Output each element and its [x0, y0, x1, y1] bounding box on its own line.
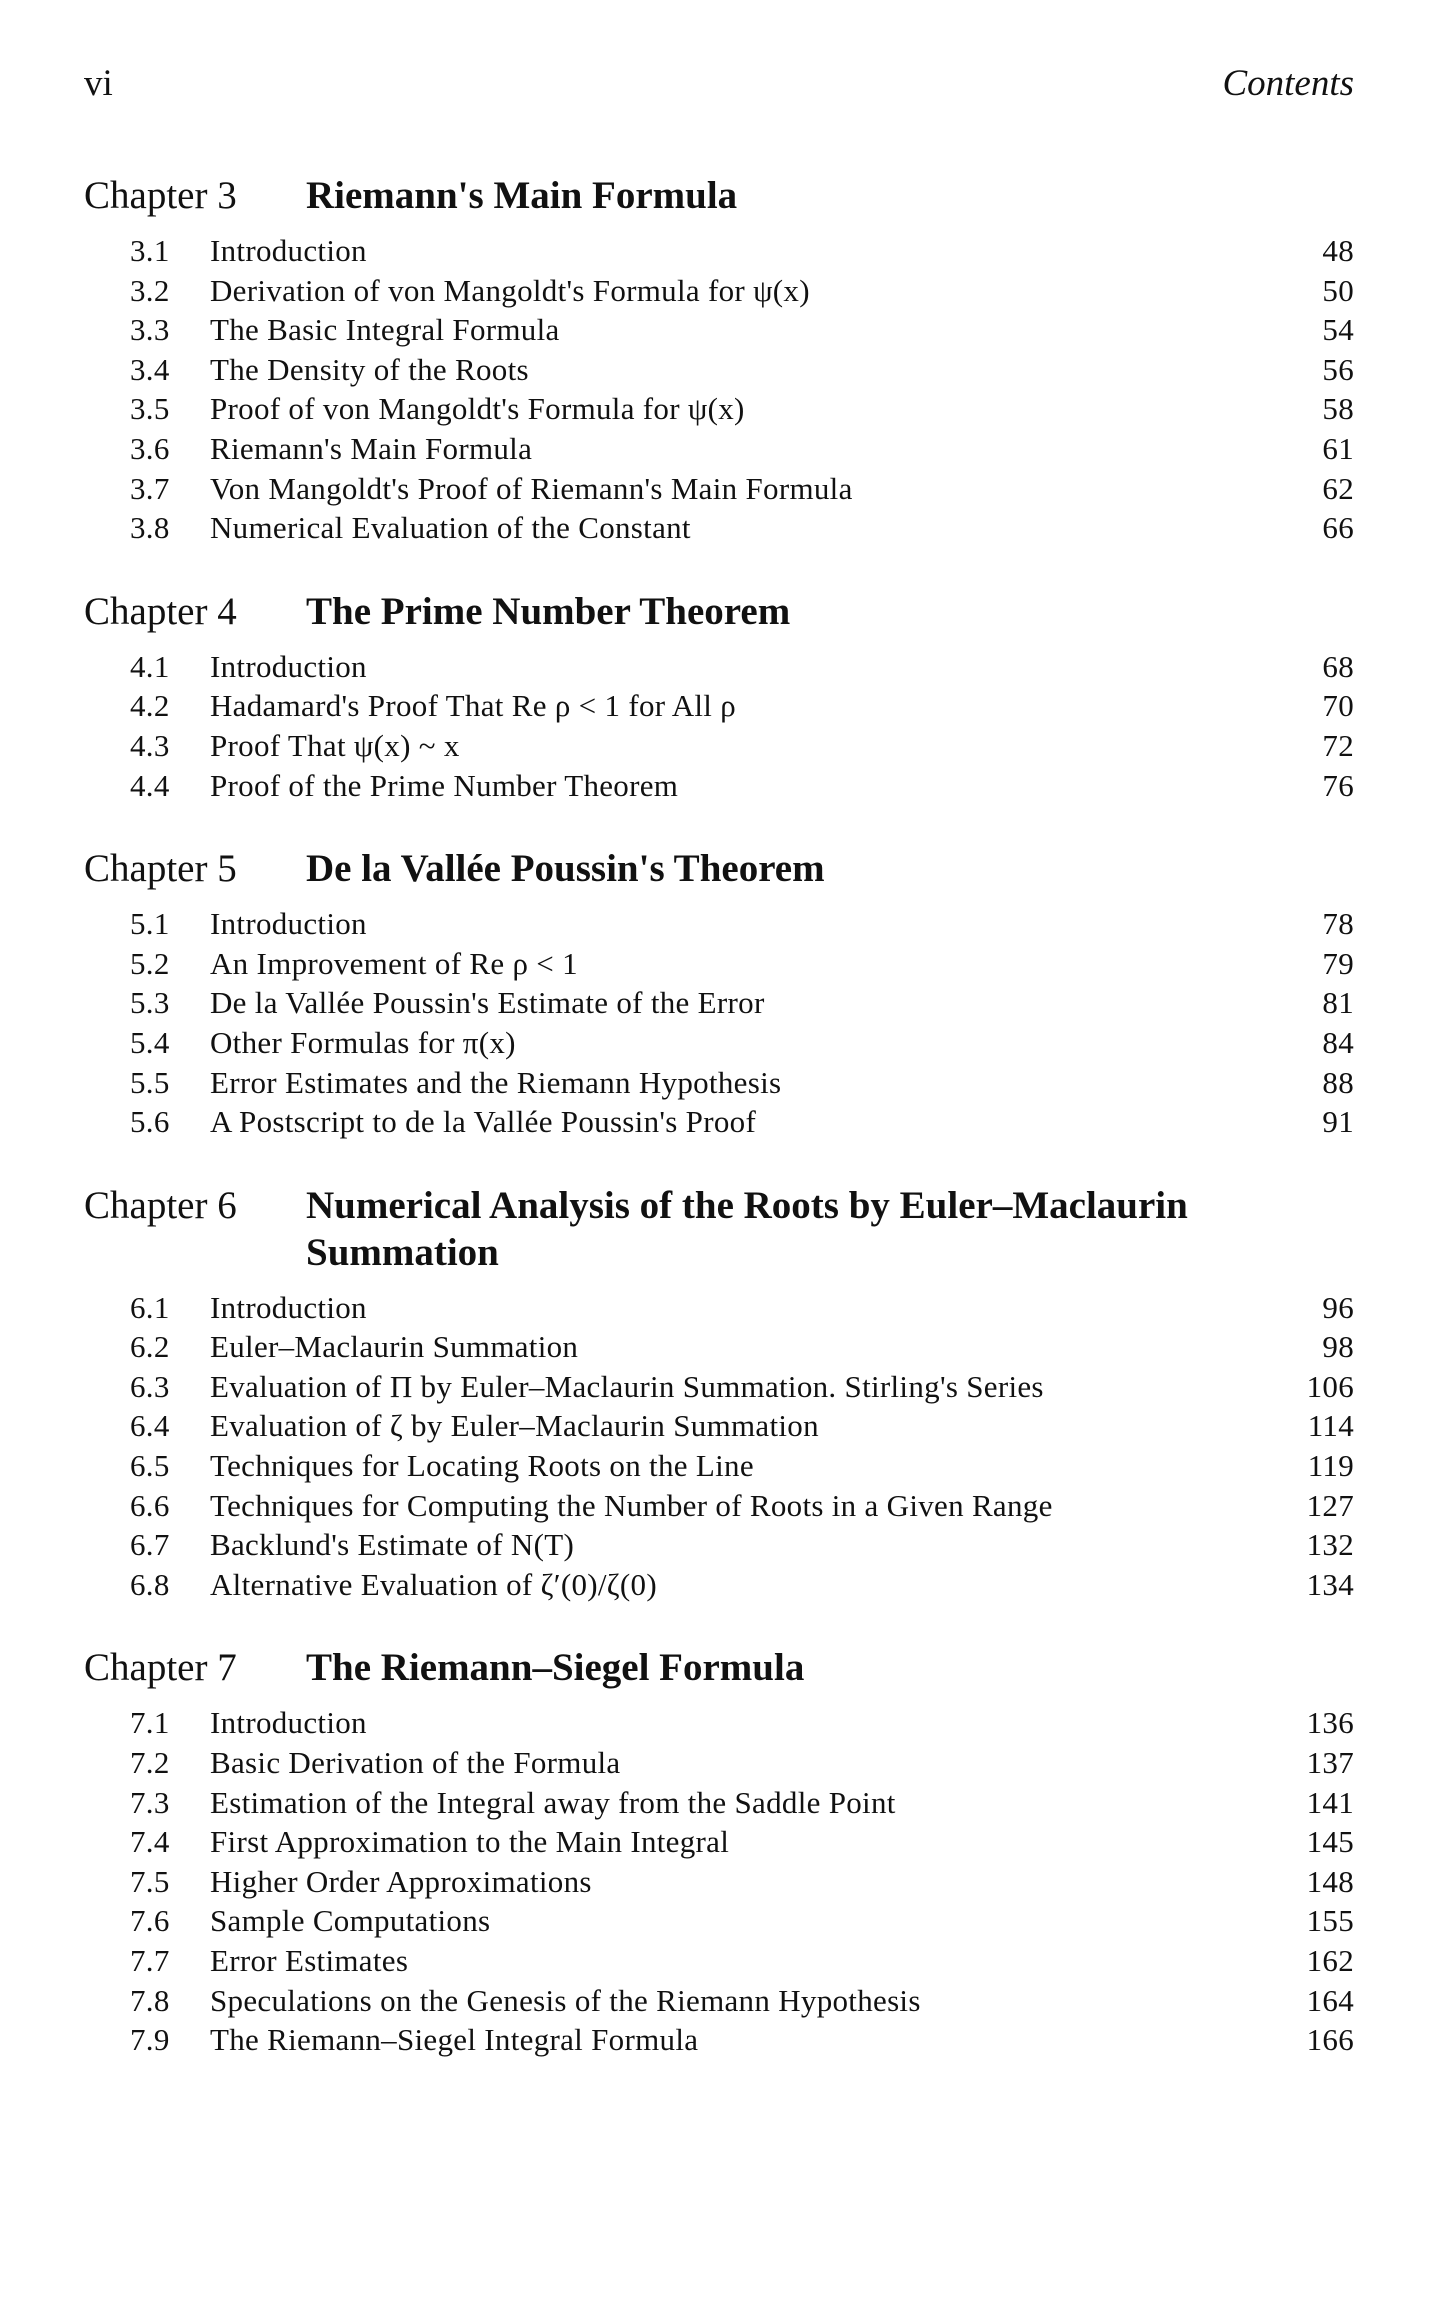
chapter-title: Numerical Analysis of the Roots by Euler–Maclaurin Summation [306, 1183, 1188, 1274]
section-list [84, 1288, 1354, 1605]
section-number: 6.1 [130, 1289, 170, 1325]
chapter-block [84, 845, 1354, 1142]
toc-entry [84, 1525, 1354, 1565]
section-title: Basic Derivation of the Formula [210, 1745, 621, 1781]
section-page: 72 [1322, 727, 1354, 763]
section-number: 6.2 [130, 1329, 170, 1365]
chapter-title: Riemann's Main Formula [306, 174, 738, 217]
section-title: Introduction [210, 906, 367, 942]
chapter-label: Chapter 7 [84, 1646, 237, 1690]
chapter-heading [84, 1644, 1354, 1691]
section-title: Backlund's Estimate of N(T) [210, 1527, 575, 1563]
section-number: 5.1 [130, 906, 170, 942]
section-number: 5.5 [130, 1064, 170, 1100]
toc-entry [84, 1743, 1354, 1783]
section-title: Techniques for Computing the Number of Roots in a Given Range [210, 1487, 1053, 1523]
toc-entry [84, 1941, 1354, 1981]
section-title: Other Formulas for π(x) [210, 1024, 516, 1060]
toc-entry [84, 271, 1354, 311]
section-number: 7.3 [130, 1784, 170, 1820]
section-title: Introduction [210, 233, 367, 268]
section-number: 3.6 [130, 430, 170, 466]
toc-entry [84, 1486, 1354, 1526]
section-page: 54 [1322, 312, 1354, 348]
section-page: 56 [1322, 351, 1354, 387]
chapter-label: Chapter 3 [84, 174, 237, 217]
section-list [84, 647, 1354, 805]
running-head [84, 62, 1354, 112]
toc-entry [84, 1862, 1354, 1902]
section-number: 6.3 [130, 1368, 170, 1404]
section-title: De la Vallée Poussin's Estimate of the Error [210, 985, 765, 1021]
page-number: vi [84, 63, 113, 104]
section-title: Error Estimates [210, 1943, 409, 1978]
section-number: 6.7 [130, 1527, 170, 1563]
section-title: An Improvement of Re ρ < 1 [210, 945, 578, 981]
section-page: 62 [1322, 470, 1354, 506]
chapter-block [84, 1182, 1354, 1605]
toc-entry [84, 350, 1354, 390]
running-title: Contents [1222, 63, 1354, 104]
section-title: Von Mangoldt's Proof of Riemann's Main Formula [210, 470, 853, 506]
toc-entry [84, 944, 1354, 984]
section-title: Numerical Evaluation of the Constant [210, 510, 691, 546]
section-title: Speculations on the Genesis of the Riemann Hypothesis [210, 1982, 921, 2018]
section-page: 145 [1306, 1824, 1354, 1860]
section-number: 3.3 [130, 312, 170, 348]
toc-entry [84, 1822, 1354, 1862]
toc-entry [84, 389, 1354, 429]
section-number: 5.2 [130, 945, 170, 981]
section-page: 155 [1306, 1903, 1354, 1939]
section-title: First Approximation to the Main Integral [210, 1824, 730, 1860]
section-number: 7.6 [130, 1903, 170, 1939]
toc-entry [84, 1406, 1354, 1446]
toc-entry [84, 1565, 1354, 1605]
chapter-label: Chapter 5 [84, 847, 237, 891]
section-page: 61 [1322, 430, 1354, 466]
section-page: 132 [1306, 1527, 1354, 1563]
section-page: 81 [1322, 985, 1354, 1021]
section-number: 7.9 [130, 2022, 170, 2058]
chapter-heading [84, 1182, 1354, 1276]
section-page: 148 [1306, 1863, 1354, 1899]
section-title: Techniques for Locating Roots on the Line [210, 1448, 754, 1484]
section-number: 4.2 [130, 688, 170, 724]
chapter-title: De la Vallée Poussin's Theorem [306, 847, 825, 891]
chapter-heading [84, 588, 1354, 635]
toc-entry [84, 647, 1354, 687]
section-page: 78 [1322, 906, 1354, 942]
toc-entry [84, 686, 1354, 726]
section-number: 7.5 [130, 1863, 170, 1899]
table-of-contents [84, 172, 1354, 2100]
section-number: 3.2 [130, 272, 170, 308]
section-number: 5.3 [130, 985, 170, 1021]
section-title: Introduction [210, 1289, 367, 1325]
chapter-block [84, 1644, 1354, 2059]
toc-entry [84, 310, 1354, 350]
chapter-block [84, 172, 1354, 548]
section-title: Evaluation of ζ by Euler–Maclaurin Summation [210, 1408, 819, 1444]
chapter-heading [84, 845, 1354, 892]
section-number: 3.4 [130, 351, 170, 387]
section-page: 91 [1322, 1104, 1354, 1140]
section-number: 5.6 [130, 1104, 170, 1140]
section-page: 119 [1307, 1448, 1354, 1484]
section-number: 5.4 [130, 1024, 170, 1060]
toc-entry [84, 1981, 1354, 2021]
section-number: 4.3 [130, 727, 170, 763]
toc-entry [84, 904, 1354, 944]
section-page: 96 [1322, 1289, 1354, 1325]
section-title: Evaluation of Π by Euler–Maclaurin Summation. Stirling's Series [210, 1368, 1044, 1404]
section-title: The Riemann–Siegel Integral Formula [210, 2022, 699, 2058]
section-number: 6.8 [130, 1566, 170, 1602]
section-title: Proof That ψ(x) ~ x [210, 727, 460, 763]
section-title: Estimation of the Integral away from the Saddle Point [210, 1784, 896, 1820]
section-title: Proof of von Mangoldt's Formula for ψ(x) [210, 391, 745, 427]
section-page: 88 [1322, 1064, 1354, 1100]
toc-entry [84, 1102, 1354, 1142]
toc-entry [84, 766, 1354, 806]
section-title: The Density of the Roots [210, 351, 529, 387]
toc-entry [84, 2020, 1354, 2060]
section-page: 79 [1322, 945, 1354, 981]
chapter-label: Chapter 6 [84, 1183, 237, 1227]
section-title: Riemann's Main Formula [210, 430, 533, 466]
toc-entry [84, 1901, 1354, 1941]
chapter-title: The Riemann–Siegel Formula [306, 1646, 805, 1690]
section-page: 76 [1322, 767, 1354, 803]
section-page: 164 [1306, 1982, 1354, 2018]
section-list [84, 1703, 1354, 2059]
toc-entry [84, 429, 1354, 469]
toc-entry [84, 1446, 1354, 1486]
section-number: 7.4 [130, 1824, 170, 1860]
section-title: Sample Computations [210, 1903, 491, 1939]
section-title: Introduction [210, 648, 367, 684]
section-number: 7.2 [130, 1745, 170, 1781]
section-page: 84 [1322, 1024, 1354, 1060]
section-page: 50 [1322, 272, 1354, 308]
section-number: 6.5 [130, 1448, 170, 1484]
toc-entry [84, 1327, 1354, 1367]
section-number: 3.8 [130, 510, 170, 546]
section-number: 7.8 [130, 1982, 170, 2018]
toc-entry [84, 231, 1354, 271]
section-page: 127 [1306, 1487, 1354, 1523]
section-page: 48 [1322, 233, 1354, 268]
section-page: 70 [1322, 688, 1354, 724]
section-title: Hadamard's Proof That Re ρ < 1 for All ρ [210, 688, 737, 724]
section-number: 3.1 [130, 233, 170, 268]
section-page: 68 [1322, 648, 1354, 684]
toc-entry [84, 1023, 1354, 1063]
toc-entry [84, 1703, 1354, 1743]
section-page: 141 [1306, 1784, 1354, 1820]
section-number: 3.7 [130, 470, 170, 506]
section-number: 4.4 [130, 767, 170, 803]
section-page: 134 [1306, 1566, 1354, 1602]
section-title: A Postscript to de la Vallée Poussin's Proof [210, 1104, 757, 1140]
section-page: 66 [1322, 510, 1354, 546]
toc-entry [84, 1783, 1354, 1823]
toc-entry [84, 508, 1354, 548]
section-number: 7.7 [130, 1943, 170, 1978]
section-title: Error Estimates and the Riemann Hypothesis [210, 1064, 782, 1100]
section-title: Higher Order Approximations [210, 1863, 592, 1899]
chapter-heading [84, 172, 1354, 219]
toc-entry [84, 469, 1354, 509]
toc-entry [84, 1288, 1354, 1328]
section-number: 3.5 [130, 391, 170, 427]
section-list [84, 904, 1354, 1142]
section-number: 7.1 [130, 1705, 170, 1741]
section-page: 136 [1306, 1705, 1354, 1741]
section-number: 6.4 [130, 1408, 170, 1444]
section-page: 162 [1306, 1943, 1354, 1978]
section-page: 166 [1306, 2022, 1354, 2058]
chapter-title: The Prime Number Theorem [306, 589, 791, 633]
section-number: 6.6 [130, 1487, 170, 1523]
section-list [84, 231, 1354, 548]
section-title: Euler–Maclaurin Summation [210, 1329, 579, 1365]
section-title: Introduction [210, 1705, 367, 1741]
section-page: 137 [1306, 1745, 1354, 1781]
section-number: 4.1 [130, 648, 170, 684]
chapter-label: Chapter 4 [84, 589, 237, 633]
toc-entry [84, 1063, 1354, 1103]
section-title: Derivation of von Mangoldt's Formula for ψ(x) [210, 272, 810, 308]
section-title: The Basic Integral Formula [210, 312, 560, 348]
toc-entry [84, 1367, 1354, 1407]
section-title: Proof of the Prime Number Theorem [210, 767, 679, 803]
section-page: 58 [1322, 391, 1354, 427]
toc-entry [84, 726, 1354, 766]
section-title: Alternative Evaluation of ζ′(0)/ζ(0) [210, 1566, 657, 1602]
section-page: 98 [1322, 1329, 1354, 1365]
section-page: 106 [1306, 1368, 1354, 1404]
chapter-block [84, 588, 1354, 805]
toc-entry [84, 983, 1354, 1023]
section-page: 114 [1307, 1408, 1354, 1444]
